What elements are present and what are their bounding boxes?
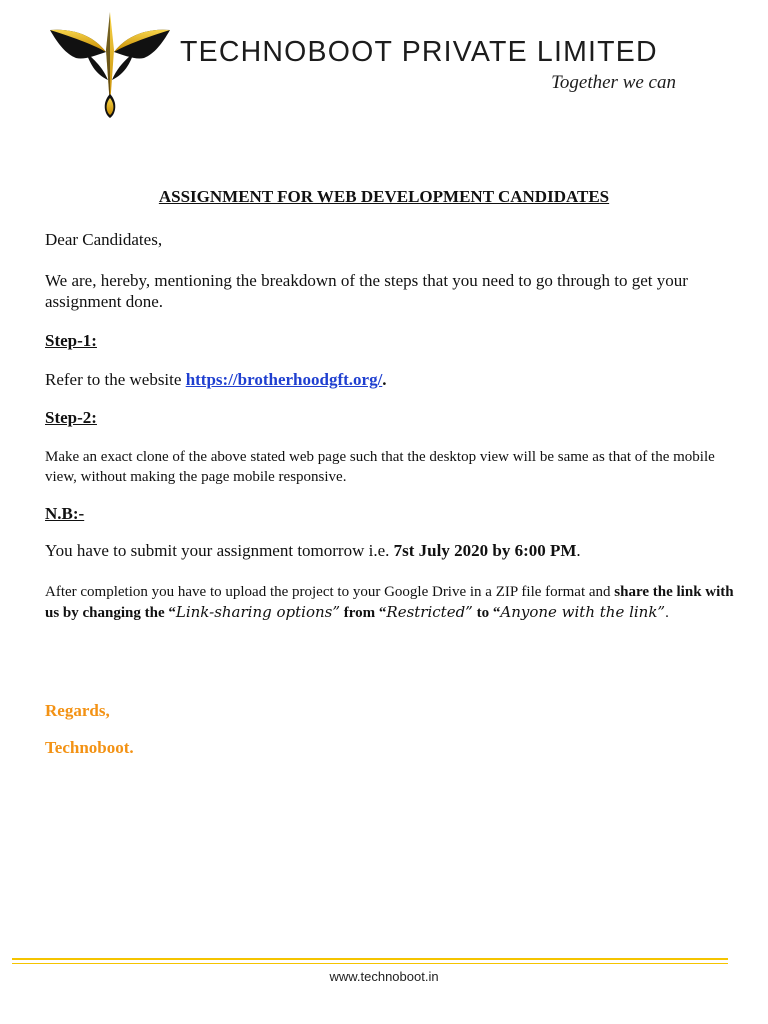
nb-heading: N.B:- bbox=[45, 504, 85, 523]
regards-text: Regards, bbox=[45, 701, 110, 720]
step2-heading: Step-2: bbox=[45, 408, 97, 427]
greeting: Dear Candidates, bbox=[45, 230, 163, 249]
upload-italic-3: Anyone with the link” bbox=[500, 603, 666, 621]
deadline-text: You have to submit your assignment tomorrow i.e. bbox=[45, 541, 394, 560]
website-link[interactable]: https://brotherhoodgft.org/ bbox=[185, 370, 383, 389]
step1-heading: Step-1: bbox=[45, 331, 97, 350]
upload-bold-2: from “ bbox=[340, 605, 387, 621]
footer-website: www.technoboot.in bbox=[329, 969, 439, 984]
footer-divider-thin bbox=[12, 963, 728, 964]
footer-divider bbox=[12, 958, 728, 960]
deadline-date: 7st July 2020 by 6:00 PM bbox=[393, 541, 577, 560]
intro-paragraph: We are, hereby, mentioning the breakdown of the steps that you need to go through to get your assignment done. bbox=[45, 271, 688, 311]
company-tagline: Together we can bbox=[551, 72, 676, 93]
deadline-paragraph bbox=[45, 540, 735, 561]
winged-emblem-icon bbox=[46, 10, 174, 122]
step2-paragraph: Make an exact clone of the above stated web page such that the desktop view will be same as that of the mobile view, without making the page mobile responsive. bbox=[45, 449, 715, 485]
company-name: TECHNOBOOT PRIVATE LIMITED bbox=[180, 36, 658, 68]
upload-italic-1: Link-sharing options” bbox=[175, 603, 341, 621]
upload-period: . bbox=[665, 605, 669, 621]
document-title: ASSIGNMENT FOR WEB DEVELOPMENT CANDIDATES bbox=[158, 187, 610, 206]
step1-text: Refer to the website bbox=[45, 370, 186, 389]
upload-italic-2: Restricted” bbox=[386, 603, 473, 621]
upload-text: After completion you have to upload the project to your Google Drive in a ZIP file format and bbox=[45, 584, 615, 600]
step1-period: . bbox=[382, 370, 387, 389]
upload-paragraph bbox=[45, 582, 735, 623]
deadline-period: . bbox=[576, 541, 581, 560]
signature-text: Technoboot. bbox=[45, 738, 134, 757]
upload-bold-1: share the link with us by changing the “ bbox=[45, 584, 734, 621]
upload-bold-3: to “ bbox=[472, 605, 501, 621]
step1-paragraph bbox=[45, 369, 735, 390]
